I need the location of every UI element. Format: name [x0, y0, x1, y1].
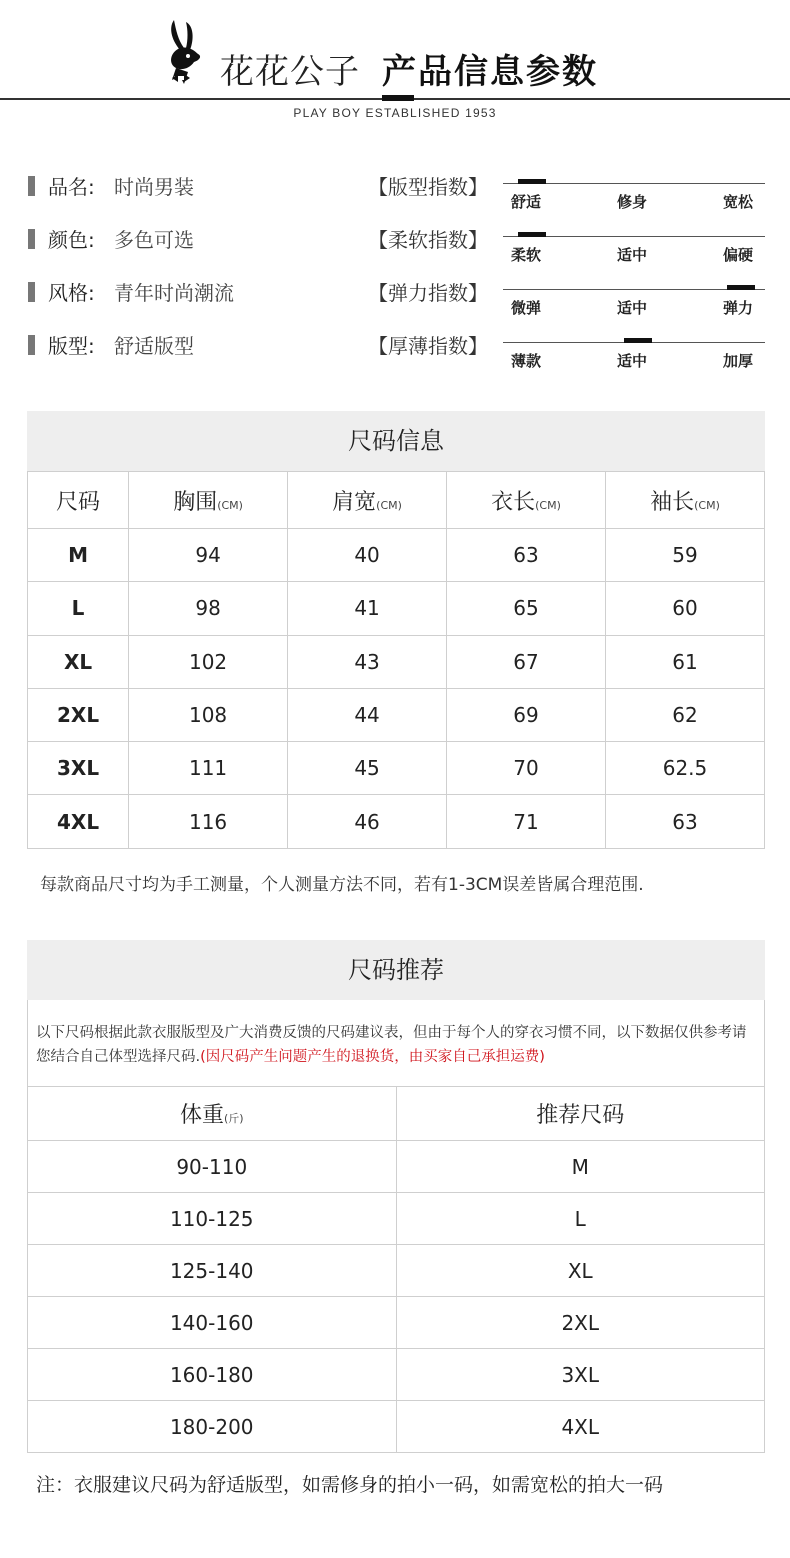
header-unit: (CM)	[217, 498, 243, 512]
table-cell: XL	[28, 635, 129, 688]
scale-marker	[518, 179, 546, 184]
table-cell: 67	[447, 635, 606, 688]
header-unit: (斤)	[223, 1112, 244, 1125]
info-label: 版型:	[48, 334, 95, 358]
index-scale	[503, 342, 765, 372]
page-title: 产品信息参数	[382, 52, 598, 92]
table-cell: 160-180	[28, 1349, 397, 1401]
table-row	[28, 635, 765, 688]
info-value: 舒适版型	[114, 334, 194, 358]
header-label: 肩宽	[332, 489, 377, 515]
scale-label: 适中	[617, 299, 648, 317]
index-scale	[503, 289, 765, 319]
scale-label: 加厚	[723, 352, 754, 370]
table-row	[28, 1141, 765, 1193]
table-row	[28, 1297, 765, 1349]
rec-desc-warning: (因尺码产生问题产生的退换货，由买家自己承担运费)	[200, 1049, 545, 1065]
table-cell: 94	[129, 529, 288, 582]
index-label: 【弹力指数】	[368, 281, 488, 305]
table-cell: 3XL	[28, 742, 129, 795]
table-header-row	[28, 472, 765, 529]
table-row	[28, 742, 765, 795]
info-bullet	[28, 282, 35, 302]
table-cell: M	[396, 1141, 765, 1193]
table-cell: 90-110	[28, 1141, 397, 1193]
scale-label: 宽松	[723, 193, 754, 211]
scale-label: 适中	[617, 352, 648, 370]
table-cell: 3XL	[396, 1349, 765, 1401]
table-cell: 65	[447, 582, 606, 635]
size-info-heading: 尺码信息	[27, 411, 765, 471]
scale-label: 修身	[617, 193, 648, 211]
header-unit: (CM)	[694, 498, 720, 512]
table-row	[28, 795, 765, 848]
scale-label: 薄款	[511, 352, 542, 370]
table-cell: 116	[129, 795, 288, 848]
table-cell: 140-160	[28, 1297, 397, 1349]
index-label: 【版型指数】	[368, 175, 488, 199]
table-cell: 180-200	[28, 1401, 397, 1453]
table-cell: 45	[288, 742, 447, 795]
brand-name: 花花公子	[220, 52, 360, 92]
table-cell: 60	[606, 582, 765, 635]
table-row	[28, 1401, 765, 1453]
table-cell: 62	[606, 688, 765, 741]
header-unit: (CM)	[376, 498, 402, 512]
table-row	[28, 1193, 765, 1245]
table-cell: 98	[129, 582, 288, 635]
scale-label: 偏硬	[723, 246, 754, 264]
index-scale	[503, 183, 765, 213]
table-cell: 40	[288, 529, 447, 582]
info-bullet	[28, 229, 35, 249]
size-rec-description	[27, 1000, 765, 1086]
table-cell: L	[28, 582, 129, 635]
table-cell: 4XL	[396, 1401, 765, 1453]
scale-label: 弹力	[723, 299, 754, 317]
size-rec-heading: 尺码推荐	[27, 940, 765, 1000]
header-label: 衣长	[491, 489, 536, 515]
table-cell: 62.5	[606, 742, 765, 795]
table-cell: 110-125	[28, 1193, 397, 1245]
info-row-name	[28, 171, 768, 211]
table-header-cell	[447, 472, 606, 529]
table-cell: 41	[288, 582, 447, 635]
table-cell: 71	[447, 795, 606, 848]
info-value: 时尚男装	[114, 175, 194, 199]
table-cell: 46	[288, 795, 447, 848]
info-row-color	[28, 224, 768, 264]
measurement-note: 每款商品尺寸均为手工测量，个人测量方法不同，若有1-3CM误差皆属合理范围.	[40, 875, 644, 895]
size-table	[27, 471, 765, 849]
table-cell: 63	[606, 795, 765, 848]
scale-marker	[727, 285, 755, 290]
size-advice-note: 注：衣服建议尺码为舒适版型，如需修身的拍小一码，如需宽松的拍大一码	[36, 1474, 664, 1496]
info-value: 青年时尚潮流	[114, 281, 234, 305]
brand-tagline: PLAY BOY ESTABLISHED 1953	[293, 106, 497, 120]
table-cell: 2XL	[396, 1297, 765, 1349]
table-cell: 125-140	[28, 1245, 397, 1297]
table-header-row	[28, 1087, 765, 1141]
rec-desc-text: 以下尺码根据此款衣服版型及广大消费反馈的尺码建议表，但由于每个人的穿衣习惯不同，以下数据仅供参考请您结合自己体型选择尺码.	[36, 1025, 747, 1065]
table-header-cell	[129, 472, 288, 529]
table-cell: L	[396, 1193, 765, 1245]
table-cell: 43	[288, 635, 447, 688]
table-cell: 108	[129, 688, 288, 741]
info-value: 多色可选	[114, 228, 194, 252]
table-cell: 111	[129, 742, 288, 795]
table-cell: 4XL	[28, 795, 129, 848]
scale-marker	[518, 232, 546, 237]
header-unit: (CM)	[535, 498, 561, 512]
size-rec-table	[27, 1086, 765, 1453]
header-label: 体重	[179, 1103, 224, 1128]
table-cell: 69	[447, 688, 606, 741]
info-bullet	[28, 176, 35, 196]
scale-label: 微弹	[511, 299, 542, 317]
info-bullet	[28, 335, 35, 355]
table-header-cell	[396, 1087, 765, 1141]
index-label: 【厚薄指数】	[368, 334, 488, 358]
table-row	[28, 1245, 765, 1297]
info-label: 风格:	[48, 281, 95, 305]
header-label: 推荐尺码	[536, 1103, 625, 1128]
header-label: 袖长	[650, 489, 695, 515]
table-header-cell	[606, 472, 765, 529]
table-cell: XL	[396, 1245, 765, 1297]
header-label: 胸围	[173, 489, 218, 515]
scale-label: 适中	[617, 246, 648, 264]
page-header	[0, 0, 790, 130]
info-label: 品名:	[48, 175, 95, 199]
table-cell: 44	[288, 688, 447, 741]
info-label: 颜色:	[48, 228, 95, 252]
scale-marker	[624, 338, 652, 343]
scale-line	[503, 289, 765, 290]
table-header-cell	[288, 472, 447, 529]
scale-label: 柔软	[511, 246, 542, 264]
index-scale	[503, 236, 765, 266]
header-divider-accent	[382, 95, 414, 101]
table-header-cell	[28, 1087, 397, 1141]
info-row-style	[28, 277, 768, 317]
header-label: 尺码	[56, 489, 101, 515]
scale-label: 舒适	[511, 193, 542, 211]
table-cell: M	[28, 529, 129, 582]
table-cell: 2XL	[28, 688, 129, 741]
index-label: 【柔软指数】	[368, 228, 488, 252]
table-header-cell	[28, 472, 129, 529]
table-cell: 63	[447, 529, 606, 582]
table-row	[28, 529, 765, 582]
table-row	[28, 688, 765, 741]
table-cell: 61	[606, 635, 765, 688]
table-row	[28, 1349, 765, 1401]
table-cell: 70	[447, 742, 606, 795]
table-cell: 59	[606, 529, 765, 582]
table-cell: 102	[129, 635, 288, 688]
info-row-fit	[28, 330, 768, 370]
bunny-logo-icon	[166, 18, 218, 90]
table-row	[28, 582, 765, 635]
